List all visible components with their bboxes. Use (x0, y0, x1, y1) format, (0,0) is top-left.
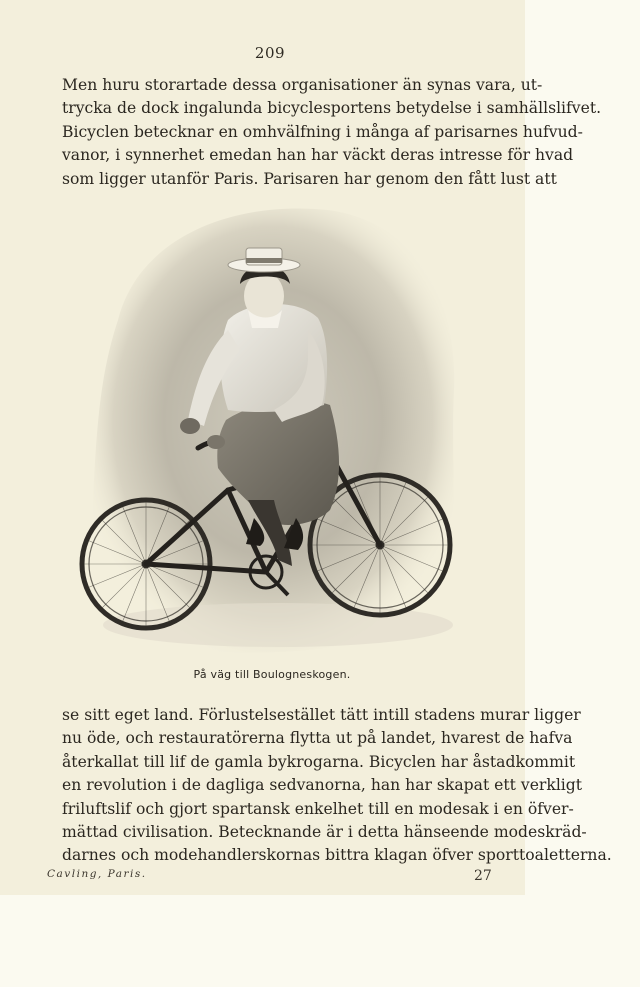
paragraph-bottom (62, 704, 612, 868)
page-number: 209 (254, 44, 286, 62)
text-line: se sitt eget land. Förlustelsestället tätt intill stadens murar ligger (62, 706, 581, 724)
figure-caption: På väg till Boulogneskogen. (193, 668, 351, 681)
text-line: som ligger utanför Paris. Parisaren har genom den fått lust att (62, 169, 557, 188)
text-line: nu öde, och restauratörerna flytta ut på landet, hvarest de hafva (62, 729, 573, 748)
text-line: trycka de dock ingalunda bicyclesportens betydelse i samhällslifvet. (62, 99, 602, 118)
photograph-woman-on-bicycle (78, 200, 462, 658)
text-line: Men huru storartade dessa organisationer än synas vara, ut- (62, 76, 543, 94)
text-line: återkallat till lif de gamla bykrogarna. Bicyclen har åstadkommit (62, 752, 576, 771)
text-line: vanor, i synnerhet emedan han har väckt deras intresse för hvad (62, 146, 574, 165)
text-line: mättad civilisation. Betecknande är i detta hänseende modeskräd- (62, 823, 587, 842)
text-line: darnes och modehandlerskornas bittra klagan öfver sporttoaletterna. (62, 846, 612, 865)
footer-signature: Cavling, Paris. (47, 868, 147, 880)
text-line: friluftslif och gjort spartansk enkelhet till en modesak i en öfver- (62, 799, 574, 818)
text-line: en revolution i de dagliga sedvanorna, han har skapat ett verkligt (62, 776, 583, 795)
text-line: Bicyclen betecknar en omhvälfning i många af parisarnes hufvud- (62, 122, 583, 141)
footer-gathering-number: 27 (474, 868, 492, 884)
paragraph-top (62, 74, 602, 191)
